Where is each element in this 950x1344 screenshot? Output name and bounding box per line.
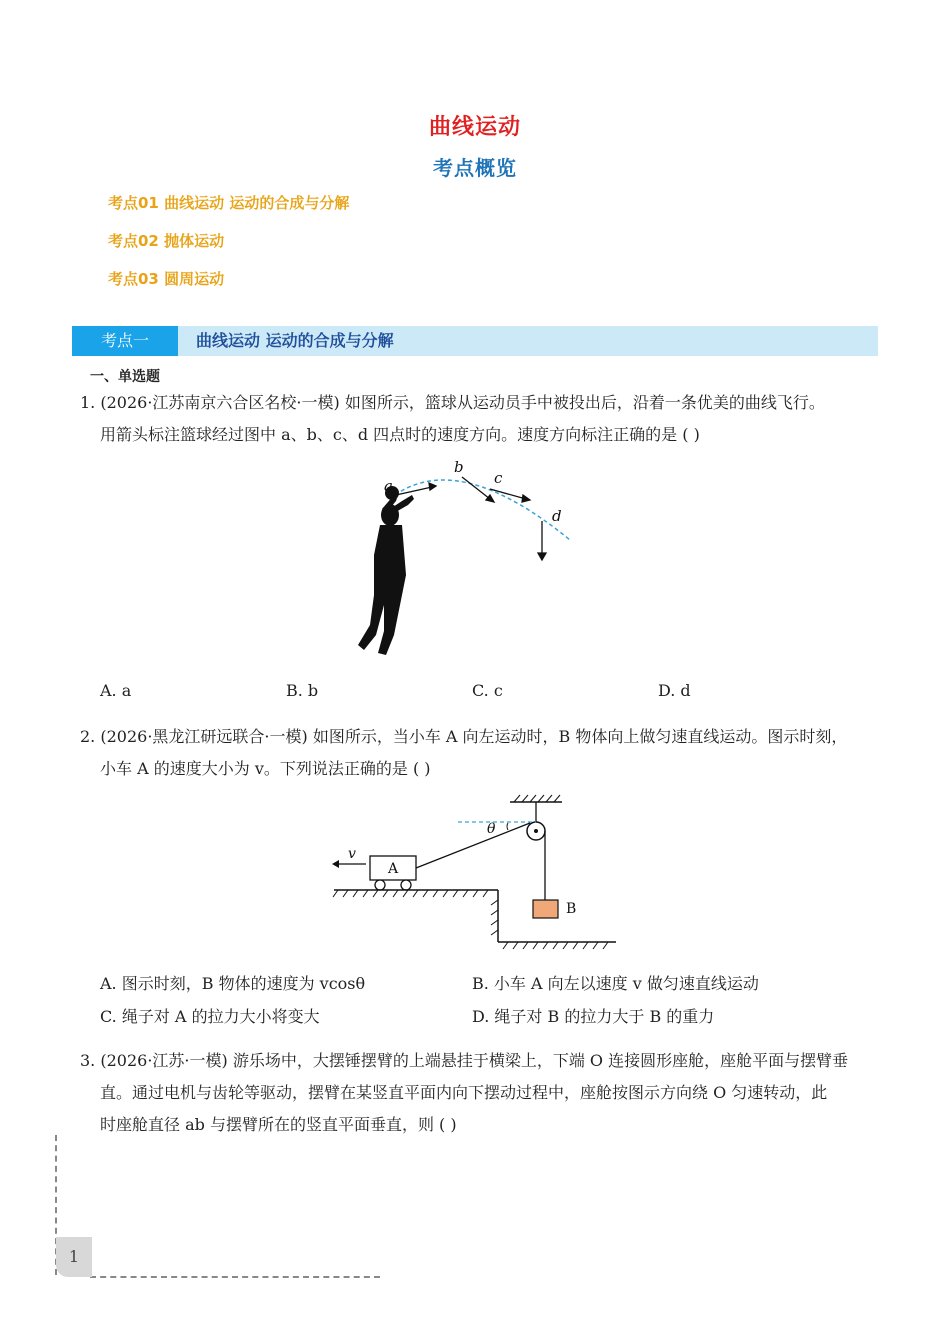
q1-text-line2: 用箭头标注篮球经过图中 a、b、c、d 四点时的速度方向。速度方向标注正确的是 ( ) — [100, 425, 700, 444]
q2-label-theta: θ — [487, 821, 496, 837]
footer-dashed-horizontal — [90, 1276, 380, 1278]
q1-option-a[interactable]: A. a — [100, 681, 132, 700]
page-number: 1 — [56, 1237, 92, 1277]
q1-option-c[interactable]: C. c — [472, 681, 503, 700]
q3-text-line3: 时座舱直径 ab 与摆臂所在的竖直平面垂直，则 ( ) — [100, 1115, 457, 1134]
question-type-heading: 一、单选题 — [90, 369, 160, 385]
q2-option-d[interactable]: D. 绳子对 B 的拉力大于 B 的重力 — [472, 1007, 715, 1026]
section-header-bar — [72, 326, 878, 356]
topic-item-2: 考点02 抛体运动 — [108, 232, 225, 250]
q1-label-d: d — [552, 507, 562, 525]
document-title: 曲线运动 — [428, 115, 521, 140]
q3-text-line2: 直。通过电机与齿轮等驱动，摆臂在某竖直平面内向下摆动过程中，座舱按图示方向绕 O 匀速转动，此 — [100, 1083, 828, 1102]
q1-label-b: b — [454, 458, 464, 476]
q1-label-a: a — [384, 477, 393, 495]
q3-text-line1: 3. (2026·江苏·一模) 游乐场中，大摆锤摆臂的上端悬挂于横梁上，下端 O 连接圆形座舱，座舱平面与摆臂垂 — [80, 1051, 849, 1070]
overview-heading: 考点概览 — [433, 156, 517, 180]
q2-text-line2: 小车 A 的速度大小为 v。下列说法正确的是 ( ) — [100, 759, 431, 778]
section-title: 曲线运动 运动的合成与分解 — [196, 331, 394, 350]
q2-pulley-figure — [330, 790, 625, 955]
q2-option-a[interactable]: A. 图示时刻，B 物体的速度为 vcosθ — [100, 974, 366, 993]
q2-label-v: v — [348, 846, 356, 862]
q1-option-b[interactable]: B. b — [286, 681, 319, 700]
section-label: 考点一 — [72, 326, 178, 356]
q2-text-line1: 2. (2026·黑龙江研远联合·一模) 如图所示，当小车 A 向左运动时，B 物体向上做匀速直线运动。图示时刻， — [80, 727, 848, 746]
q2-option-c[interactable]: C. 绳子对 A 的拉力大小将变大 — [100, 1007, 320, 1026]
q1-basketball-figure — [350, 455, 590, 665]
q1-option-d[interactable]: D. d — [658, 681, 691, 700]
q1-text-line1: 1. (2026·江苏南京六合区名校·一模) 如图所示，篮球从运动员手中被投出后，沿着一条优美的曲线飞行。 — [80, 393, 825, 412]
q2-label-cart-a: A — [388, 861, 399, 877]
topic-item-1: 考点01 曲线运动 运动的合成与分解 — [108, 194, 350, 212]
topic-item-3: 考点03 圆周运动 — [108, 270, 225, 288]
q2-label-block-b: B — [566, 901, 577, 917]
q2-option-b[interactable]: B. 小车 A 向左以速度 v 做匀速直线运动 — [472, 974, 759, 993]
q1-label-c: c — [494, 469, 503, 487]
